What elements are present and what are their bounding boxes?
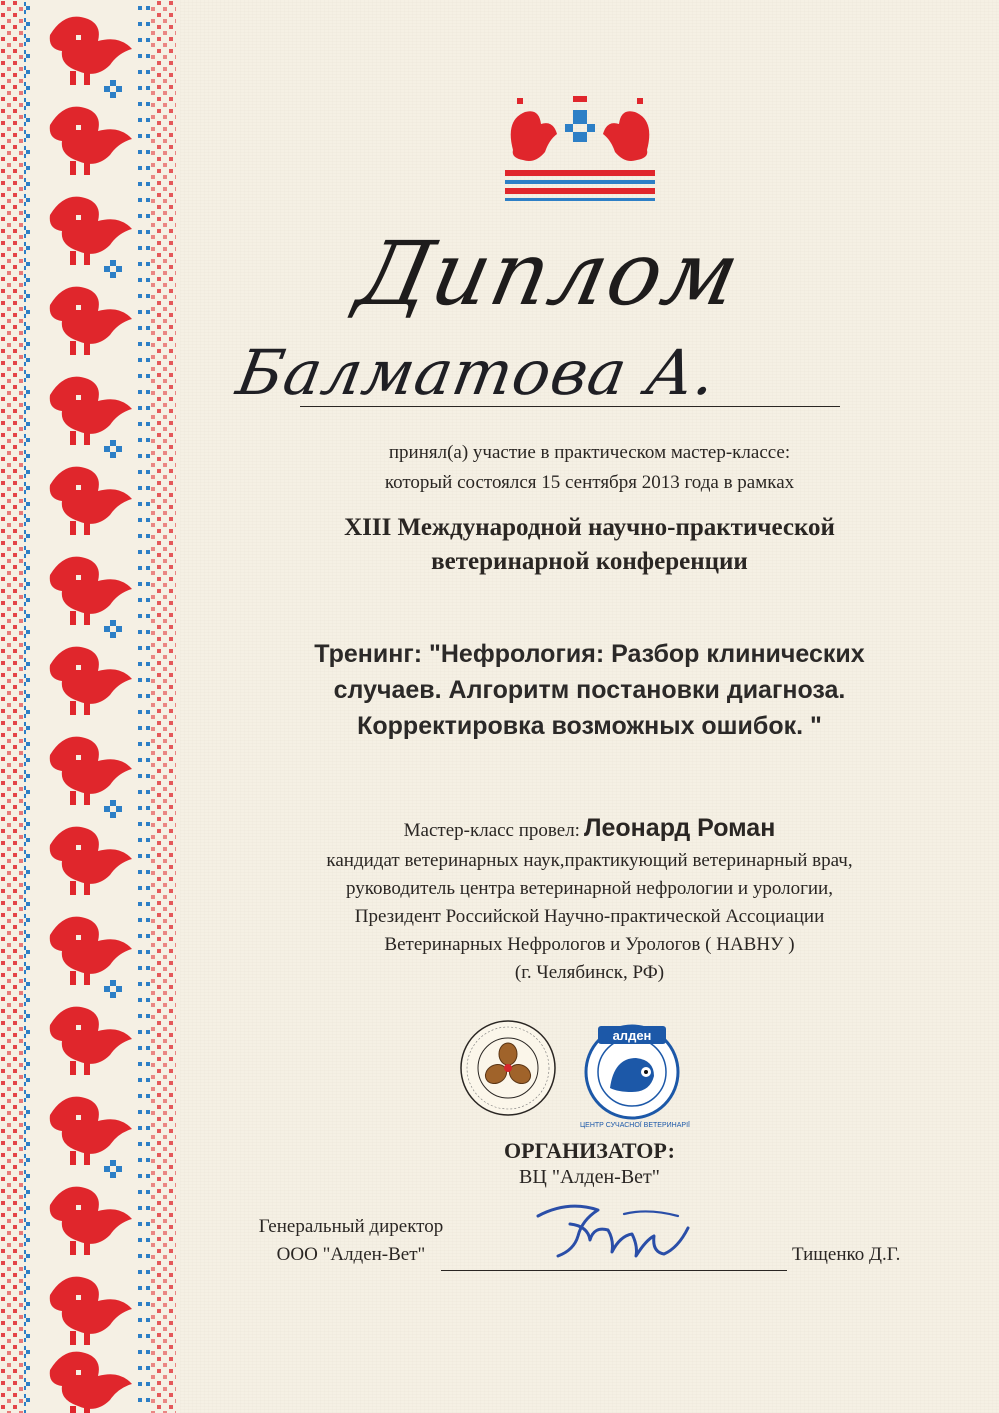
signatory-role-line-2: ООО "Алден-Вет" — [276, 1244, 426, 1265]
training-line-2: случаев. Алгоритм постановки диагноза. — [333, 676, 846, 704]
recipient-underline — [300, 406, 840, 407]
lead-label: Мастер-класс провел: — [403, 820, 580, 841]
alden-logo — [580, 1018, 684, 1122]
signatory-role-line-1: Генеральный директор — [258, 1216, 444, 1237]
alden-ring-text: ЦЕНТР СУЧАСНОЇ ВЕТЕРИНАРІЇ — [580, 1122, 690, 1129]
signatory-name: Тищенко Д.Г. — [792, 1244, 901, 1265]
training-line-3: Корректировка возможных ошибок. " — [357, 712, 822, 740]
credentials-line-1: кандидат ветеринарных наук,практикующий ветеринарный врач, — [326, 850, 853, 871]
diploma-title: Диплом — [349, 222, 750, 325]
credentials-line-2: руководитель центра ветеринарной нефрологии и урологии, — [346, 878, 833, 899]
intro-line-2: который состоялся 15 сентября 2013 года в рамках — [384, 472, 795, 493]
credentials-line-3: Президент Российской Научно-практической Ассоциации — [354, 906, 825, 927]
embroidery-border — [0, 0, 180, 1413]
organizer-label: ОРГАНИЗАТОР: — [504, 1138, 675, 1163]
recipient-name: Балматова А. — [231, 336, 723, 409]
credentials-line-5: (г. Челябинск, РФ) — [514, 962, 665, 983]
intro-line-1: принял(а) участие в практическом мастер-классе: — [388, 442, 791, 463]
conference-line-2: ветеринарной конференции — [431, 548, 748, 575]
alden-logo-text: алден — [612, 1028, 652, 1043]
conference-line-1: XIII Международной научно-практической — [344, 514, 835, 541]
crown-ornament — [495, 90, 665, 210]
credentials-line-4: Ветеринарных Нефрологов и Урологов ( НАВНУ ) — [384, 934, 795, 955]
training-line-1: Тренинг: "Нефрология: Разбор клинических — [314, 640, 865, 668]
lead-name: Леонард Роман — [583, 814, 776, 842]
signature-line — [441, 1270, 787, 1271]
handwritten-signature — [528, 1196, 698, 1268]
lead-row — [180, 814, 999, 843]
navnu-seal-logo — [458, 1018, 558, 1118]
organizer-name: ВЦ "Алден-Вет" — [519, 1166, 660, 1188]
